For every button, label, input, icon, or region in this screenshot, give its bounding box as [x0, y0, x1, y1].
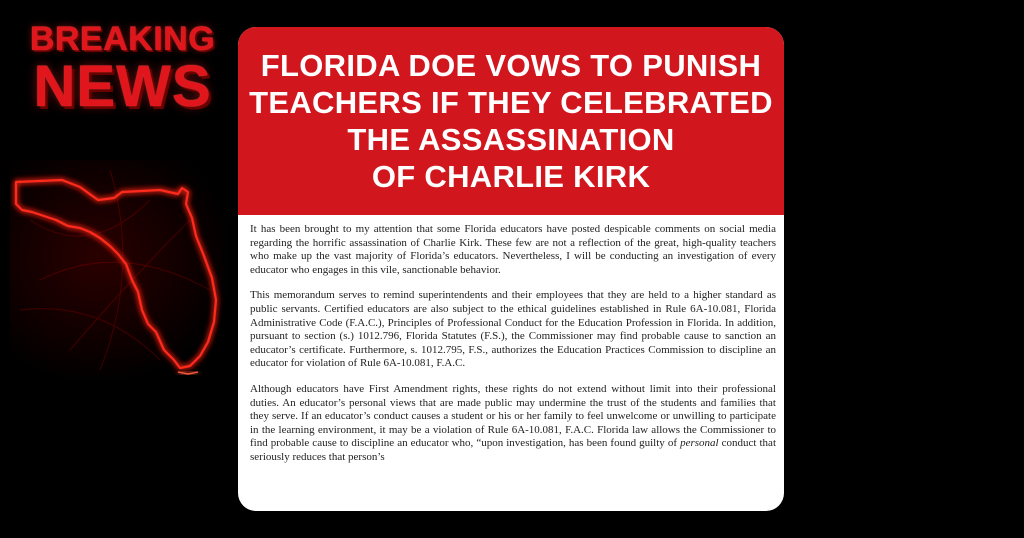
- breaking-word: BREAKING: [29, 20, 216, 58]
- memo-text: conduct that seriously reduces that person’s: [250, 437, 776, 463]
- news-card: [238, 27, 784, 511]
- memo-text: Although educators have First Amendment rights, these rights do not extend without limit into their professional duties. An educator’s personal views that are made public may undermine the trust of the students and families that they serve. If an educator’s conduct causes a student or his or her family to feel unwelcome or unwilling to participate in the learning environment, it may be a violation of Rule 6A-10.081, F.A.C. Florida law allows the Commissioner to find probable cause to discipline an educator who, “upon investigation, has been found guilty of: [250, 382, 776, 450]
- memo-emphasis: personal: [680, 437, 719, 450]
- florida-map-graphic: [10, 160, 228, 378]
- memo-excerpt: [250, 223, 776, 477]
- headline-line: OF CHARLIE KIRK: [371, 159, 651, 194]
- memo-paragraph: This memorandum serves to remind superintendents and their employees that they are held to a higher standard as public servants. Certified educators are also subject to the ethical guidelines established in Rule 6A-10.081, Florida Administrative Code (F.A.C.), Principles of Professional Conduct for the Education Profession in Florida. In addition, pursuant to section (s.) 1012.796, Florida Statutes (F.S.), the Commissioner may find probable cause to sanction an educator’s certificate. Furthermore, s. 1012.795, F.S., authorizes the Education Practices Commission to discipline an educator for violation of Rule 6A-10.081, F.A.C.: [250, 289, 776, 370]
- headline-line: FLORIDA DOE VOWS TO PUNISH: [260, 48, 762, 83]
- breaking-news-banner: [20, 20, 225, 119]
- headline-line: THE ASSASSINATION: [347, 122, 675, 157]
- headline-box: [238, 27, 784, 215]
- florida-map-icon: [10, 160, 228, 378]
- news-word: NEWS: [33, 54, 212, 119]
- memo-paragraph: It has been brought to my attention that some Florida educators have posted despicable comments on social media regarding the horrific assassination of Charlie Kirk. These few are not a reflection of the great, high-quality teachers who make up the vast majority of Florida’s educators. Nevertheless, I will be conducting an investigation of every educator who engages in this vile, sanctionable behavior.: [250, 223, 776, 276]
- memo-paragraph: [250, 383, 776, 465]
- headline-line: TEACHERS IF THEY CELEBRATED: [249, 85, 773, 120]
